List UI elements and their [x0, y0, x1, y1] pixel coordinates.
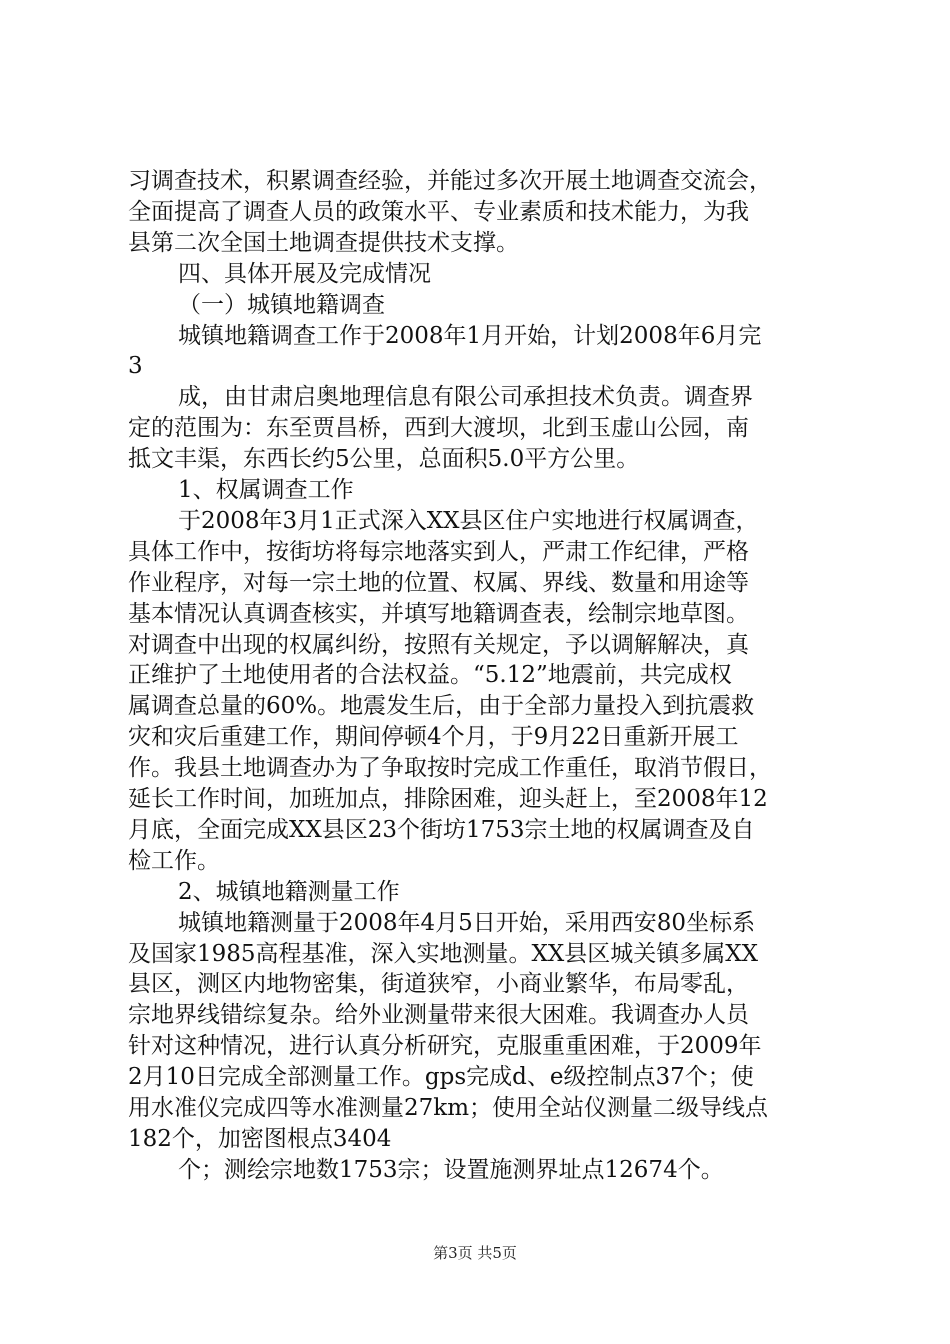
body-line: 定的范围为：东至贾昌桥，西到大渡坝，北到玉虚山公园，南 [128, 415, 749, 442]
body-line: 于2008年3月1正式深入XX县区住户实地进行权属调查， [178, 507, 759, 534]
body-line: 正维护了土地使用者的合法权益。“5.12”地震前，共完成权 [128, 662, 732, 689]
body-line: 全面提高了调查人员的政策水平、专业素质和技术能力，为我 [128, 198, 749, 225]
subsection-heading: 1、权属调查工作 [178, 477, 354, 503]
body-line: 2月10日完成全部测量工作。gps完成d、e级控制点37个；使 [128, 1064, 754, 1091]
subsection-heading: 2、城镇地籍测量工作 [178, 878, 400, 905]
body-line: 月底，全面完成XX县区23个街坊1753宗土地的权属调查及自 [128, 816, 755, 843]
body-line: 具体工作中，按街坊将每宗地落实到人，严肃工作纪律，严格 [128, 538, 749, 565]
section-heading: 四、具体开展及完成情况 [178, 260, 431, 287]
body-line: 及国家1985高程基准，深入实地测量。XX县区城关镇多属XX [128, 940, 759, 967]
body-line: 宗地界线错综复杂。给外业测量带来很大困难。我调查办人员 [128, 1002, 749, 1029]
body-line: 习调查技术，积累调查经验，并能过多次开展土地调查交流会， [128, 168, 772, 194]
page-footer: 第3页 共5页 [433, 1244, 517, 1262]
body-line: 对调查中出现的权属纠纷，按照有关规定，予以调解解决，真 [128, 631, 749, 658]
body-line: 抵文丰渠，东西长约5公里，总面积5.0平方公里。 [128, 446, 640, 473]
body-line: 3 [128, 353, 143, 380]
body-line: 县区，测区内地物密集，街道狭窄，小商业繁华，布局零乱， [128, 971, 749, 998]
body-line: 基本情况认真调查核实，并填写地籍调查表，绘制宗地草图。 [128, 600, 749, 627]
body-line: 作。我县土地调查办为了争取按时完成工作重任，取消节假日， [128, 755, 772, 782]
body-line: 用水准仪完成四等水准测量27km；使用全站仪测量二级导线点 [128, 1095, 769, 1121]
body-line: 延长工作时间，加班加点，排除困难，迎头赶上，至2008年12 [128, 786, 768, 812]
body-line: 灾和灾后重建工作，期间停顿4个月，于9月22日重新开展工 [128, 724, 739, 751]
body-line: 针对这种情况，进行认真分析研究，克服重重困难，于2009年 [128, 1033, 762, 1060]
body-line: 县第二次全国土地调查提供技术支撑。 [128, 229, 519, 256]
body-line: 城镇地籍调查工作于2008年1月开始，计划2008年6月完 [178, 322, 762, 349]
subsection-heading: （一）城镇地籍调查 [178, 291, 385, 318]
body-line: 个；测绘宗地数1753宗；设置施测界址点12674个。 [178, 1156, 724, 1183]
body-line: 182个，加密图根点3404 [128, 1125, 392, 1152]
body-line: 成，由甘肃启奥地理信息有限公司承担技术负责。调查界 [178, 384, 753, 411]
body-line: 属调查总量的60%。地震发生后，由于全部力量投入到抗震救 [128, 693, 755, 720]
body-line: 检工作。 [128, 847, 220, 874]
body-line: 城镇地籍测量于2008年4月5日开始，采用西安80坐标系 [178, 909, 756, 936]
body-line: 作业程序，对每一宗土地的位置、权属、界线、数量和用途等 [128, 569, 749, 596]
